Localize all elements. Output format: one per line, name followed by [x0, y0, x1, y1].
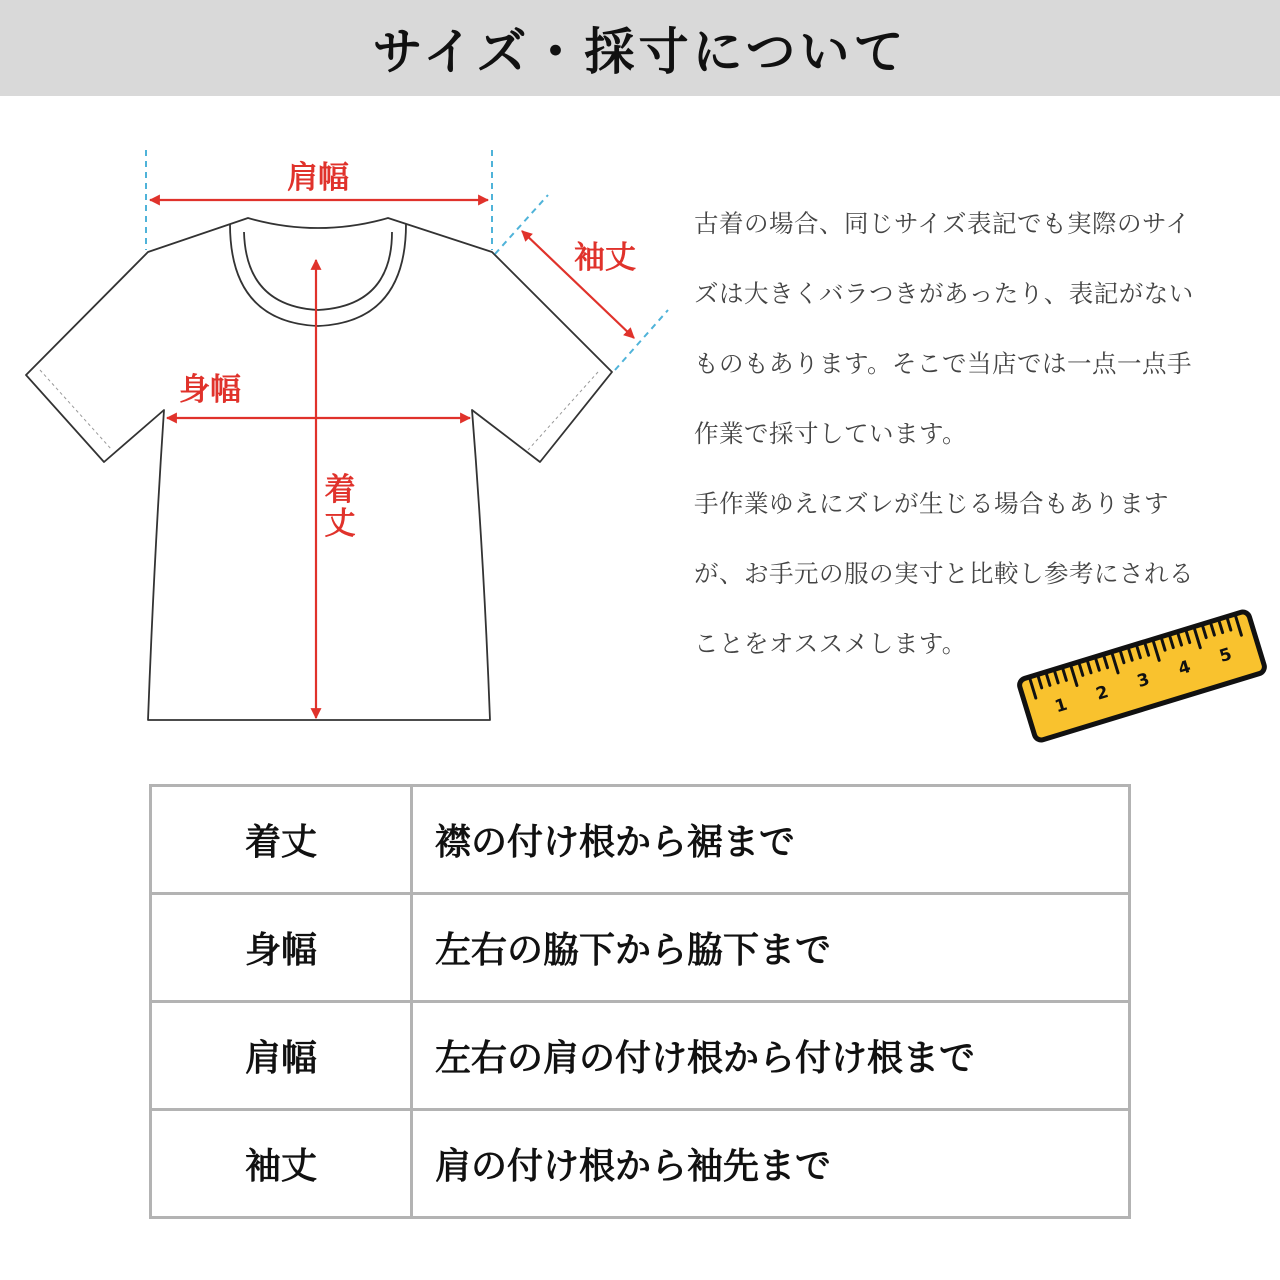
table-row: [151, 894, 1130, 1002]
ruler-number: 4: [1175, 656, 1194, 680]
definition-cell: 襟の付け根から裾まで: [412, 786, 1130, 894]
description-line: が、お手元の服の実寸と比較し参考にされる: [694, 559, 1194, 588]
term-cell: 袖丈: [151, 1110, 412, 1218]
term-cell: 肩幅: [151, 1002, 412, 1110]
table-row: [151, 1002, 1130, 1110]
description-line: 手作業ゆえにズレが生じる場合もあります: [694, 489, 1169, 518]
ruler-number: 1: [1052, 694, 1070, 718]
definition-cell: 左右の肩の付け根から付け根まで: [412, 1002, 1130, 1110]
sleeve-length-label: 袖丈: [574, 240, 636, 276]
table-row: [151, 786, 1130, 894]
description-line: ズは大きくバラつきがあったり、表記がない: [694, 279, 1194, 308]
description-line: 古着の場合、同じサイズ表記でも実際のサイ: [694, 209, 1191, 238]
ruler-icon: [1010, 600, 1274, 750]
term-cell: 着丈: [151, 786, 412, 894]
definition-cell: 左右の脇下から脇下まで: [412, 894, 1130, 1002]
length-label-bottom: 丈: [324, 506, 356, 542]
description-line: ことをオススメします。: [694, 629, 967, 658]
shoulder-width-label: 肩幅: [287, 160, 349, 196]
description-line: ものもあります。そこで当店では一点一点手: [694, 349, 1193, 378]
body-width-label: 身幅: [179, 372, 241, 408]
table-row: [151, 1110, 1130, 1218]
ruler-number: 2: [1093, 682, 1111, 705]
tshirt-measurement-diagram: [0, 100, 680, 740]
page-header: [0, 0, 1280, 96]
term-cell: 身幅: [151, 894, 412, 1002]
ruler-number: 3: [1134, 669, 1153, 693]
length-label-top: 着: [324, 472, 356, 508]
description-line: 作業で採寸しています。: [694, 419, 968, 448]
page-title: サイズ・採寸について: [372, 23, 908, 81]
tshirt-icon: [26, 218, 612, 720]
ruler-number: 5: [1217, 644, 1235, 667]
definition-cell: 肩の付け根から袖先まで: [412, 1110, 1130, 1218]
size-definition-table: [149, 784, 1131, 1219]
